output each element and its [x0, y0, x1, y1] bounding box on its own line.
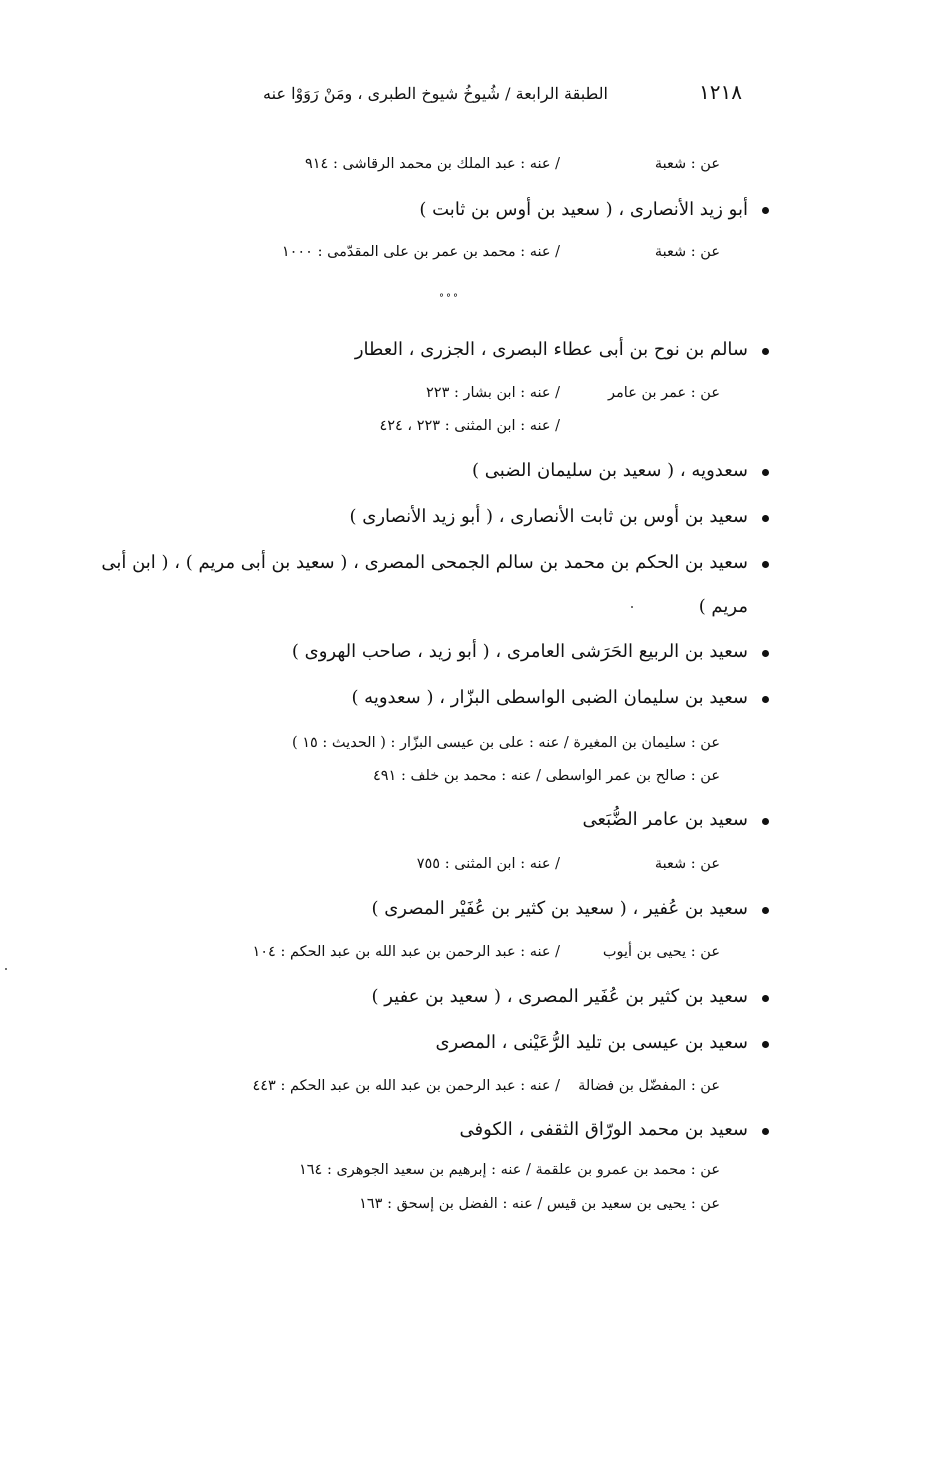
citation-line: عن : صالح بن عمر الواسطى / عنه : محمد بن خلف : ٤٩١ [372, 768, 720, 784]
bullet-icon [762, 907, 769, 914]
bullet-icon [762, 207, 769, 214]
section-separator: °°° [439, 293, 460, 304]
citation-from: عن : شعبة [654, 156, 720, 172]
citation-by: / عنه : عبد الرحمن بن عبد الله بن عبد الحكم : ١٠٤ [252, 944, 560, 960]
bullet-icon [762, 515, 769, 522]
scan-speck [5, 968, 7, 970]
citation-by: / عنه : ابن المثنى : ٢٢٣ ، ٤٢٤ [379, 418, 560, 434]
entry-heading: سعيد بن الربيع الحَرَشى العامرى ، ( أبو زيد ، صاحب الهروى ) [291, 641, 748, 662]
entry-heading: سعيد بن عيسى بن تليد الرُّعَيْنى ، المصرى [435, 1032, 748, 1053]
citation-from: عن : يحيى بن أيوب [602, 944, 720, 960]
citation-by: / عنه : ابن المثنى : ٧٥٥ [416, 856, 560, 872]
entry-heading: سعيد بن الحكم بن محمد بن سالم الجمحى المصرى ، ( سعيد بن أبى مريم ) ، ( ابن أبى [101, 552, 748, 573]
citation-by: / عنه : محمد بن عمر بن على المقدّمى : ١٠٠٠ [281, 244, 560, 260]
citation-from: عن : شعبة [654, 244, 720, 260]
bullet-icon [762, 469, 769, 476]
citation-by: / عنه : عبد الملك بن محمد الرقاشى : ٩١٤ [304, 156, 560, 172]
bullet-icon [762, 818, 769, 825]
citation-line: عن : سليمان بن المغيرة / عنه : على بن عيسى البزّار : ( الحديث : ١٥ ) [291, 735, 720, 751]
bullet-icon [762, 348, 769, 355]
bullet-icon [762, 1128, 769, 1135]
citation-from: عن : شعبة [654, 856, 720, 872]
bullet-icon [762, 561, 769, 568]
citation-line: عن : يحيى بن سعيد بن قيس / عنه : الفضل بن إسحق : ١٦٣ [359, 1196, 720, 1212]
entry-heading: سعدويه ، ( سعيد بن سليمان الضبى ) [472, 460, 748, 481]
scan-speck [631, 606, 633, 608]
bullet-icon [762, 995, 769, 1002]
bullet-icon [762, 1041, 769, 1048]
entry-heading: سعيد بن سليمان الضبى الواسطى البزّار ، ( سعدويه ) [351, 687, 748, 708]
entry-heading: سعيد بن كثير بن عُفَير المصرى ، ( سعيد بن عفير ) [371, 986, 748, 1007]
citation-by: / عنه : ابن بشار : ٢٢٣ [426, 385, 560, 401]
running-title: الطبقة الرابعة / شُيوخُ شيوخ الطبرى ، ومَنْ رَوَوْا عنه [263, 84, 608, 103]
citation-from: عن : عمر بن عامر [608, 385, 720, 401]
bullet-icon [762, 696, 769, 703]
entry-heading: سعيد بن عامر الضُّبَعى [582, 809, 748, 830]
bullet-icon [762, 650, 769, 657]
citation-from: عن : المفضّل بن فضالة [578, 1078, 720, 1094]
entry-heading: سعيد بن أوس بن ثابت الأنصارى ، ( أبو زيد الأنصارى ) [349, 506, 748, 527]
entry-heading: سعيد بن عُفير ، ( سعيد بن كثير بن عُفَيْر المصرى ) [371, 898, 748, 919]
entry-heading: سعيد بن محمد الورّاق الثقفى ، الكوفى [459, 1119, 748, 1140]
entry-heading: سالم بن نوح بن أبى عطاء البصرى ، الجزرى ، العطار [354, 339, 748, 360]
citation-by: / عنه : عبد الرحمن بن عبد الله بن عبد الحكم : ٤٤٣ [252, 1078, 560, 1094]
entry-heading: أبو زيد الأنصارى ، ( سعيد بن أوس بن ثابت ) [419, 199, 748, 220]
page-number: ١٢١٨ [699, 80, 742, 104]
entry-heading-continued: مريم ) [698, 596, 748, 617]
citation-line: عن : محمد بن عمرو بن علقمة / عنه : إبرهيم بن سعيد الجوهرى : ١٦٤ [298, 1162, 720, 1178]
